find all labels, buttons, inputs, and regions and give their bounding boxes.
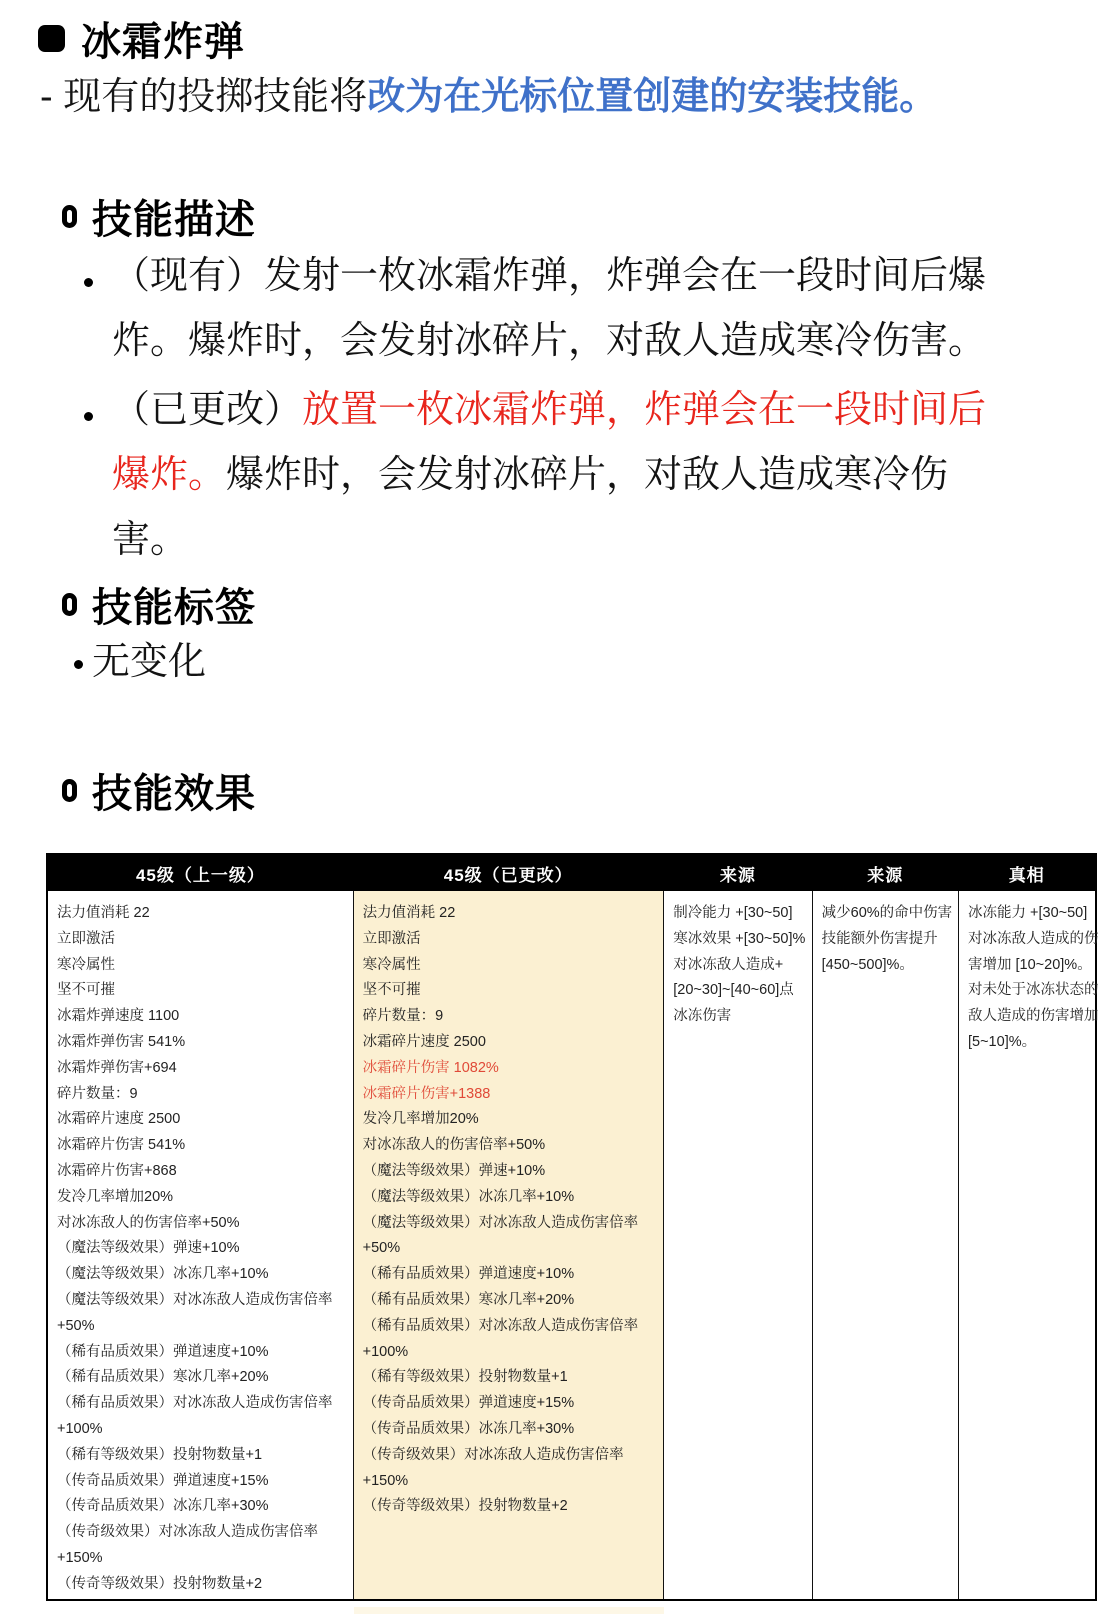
description-changed-prefix: （已更改） <box>112 389 303 431</box>
intro-line <box>40 72 1080 122</box>
stat-line: 对冰冻敌人造成+ <box>673 956 784 973</box>
table-header-truth: 真相 <box>1008 865 1045 885</box>
outline-square-icon <box>62 779 77 802</box>
column-source-a <box>663 891 811 1599</box>
stat-line: （稀有品质效果）弹道速度+10% <box>57 1343 269 1360</box>
stat-line: 冰霜炸弹伤害+694 <box>57 1059 177 1076</box>
column-source-b <box>812 891 958 1599</box>
stat-line: 对冰冻敌人的伤害倍率+50% <box>57 1214 240 1231</box>
table-body <box>48 891 1099 1599</box>
stat-line: 冰冻能力 +[30~50] <box>968 905 1088 921</box>
stat-line: 寒冷属性 <box>57 956 115 973</box>
stat-line: 立即激活 <box>57 930 115 947</box>
stat-line: 坚不可摧 <box>57 982 115 999</box>
column-changed <box>353 891 664 1599</box>
section-heading-description <box>62 188 256 245</box>
stat-line: 制冷能力 +[30~50] <box>673 905 793 921</box>
column-prev-level <box>48 891 353 1599</box>
section-title: 技能描述 <box>92 198 256 242</box>
stat-line: （传奇级效果）对冰冻敌人造成伤害倍率+150% <box>362 1446 624 1489</box>
stat-line: 对未处于冰冻状态的 <box>968 982 1099 999</box>
bullet-dot-icon <box>84 278 93 287</box>
stat-line: 法力值消耗 22 <box>57 905 150 921</box>
section-heading-tags <box>62 576 256 633</box>
stat-line: 冰霜碎片伤害 541% <box>57 1137 186 1154</box>
stat-line: 法力值消耗 22 <box>362 905 456 921</box>
bullet-dot-icon <box>84 412 93 421</box>
table-header-source-a: 来源 <box>719 865 756 885</box>
stat-line: 立即激活 <box>362 930 421 947</box>
stat-line: （魔法等级效果）对冰冻敌人造成伤害倍率+50% <box>362 1214 639 1257</box>
stat-line: （传奇级效果）对冰冻敌人造成伤害倍率+150% <box>57 1524 318 1566</box>
bullet-dot-icon <box>74 660 83 669</box>
description-current-text: （现有）发射一枚冰霜炸弹，炸弹会在一段时间后爆炸。爆炸时，会发射冰碎片，对敌人造成寒冷伤害。 <box>112 255 987 362</box>
page-title-text: 冰霜炸弹 <box>81 20 245 64</box>
stat-line: [5~10]%。 <box>968 1033 1037 1050</box>
stat-line: 冰冻伤害 <box>673 1008 732 1025</box>
stat-line: 碎片数量：9 <box>362 1008 444 1025</box>
stat-line: 害增加 [10~20]%。 <box>968 956 1092 973</box>
page-title <box>38 10 245 67</box>
stat-line: （传奇品质效果）冰冻几率+30% <box>362 1420 575 1437</box>
stat-line: 技能额外伤害提升 <box>821 930 938 947</box>
section-heading-effects <box>62 762 256 819</box>
stat-line: 发冷几率增加20% <box>362 1111 479 1128</box>
stat-line: 冰霜碎片伤害+868 <box>57 1162 177 1179</box>
filled-square-icon <box>38 25 65 52</box>
outline-square-icon <box>62 593 77 616</box>
stat-line: （稀有品质效果）对冰冻敌人造成伤害倍率+100% <box>57 1395 333 1437</box>
description-changed-bullet <box>112 378 1017 573</box>
stat-line: （传奇等级效果）投射物数量+2 <box>57 1575 263 1592</box>
section-title: 技能效果 <box>92 772 256 816</box>
stat-line: 发冷几率增加20% <box>57 1188 174 1205</box>
section-title: 技能标签 <box>92 586 256 630</box>
description-changed-red-text: 放置一枚冰霜炸弹，炸弹会在一段时间后爆炸。 <box>112 389 987 496</box>
stat-line: 减少60%的命中伤害 <box>821 905 953 921</box>
stat-line: 寒冰效果 +[30~50]% <box>673 930 806 947</box>
stat-line: （稀有品质效果）弹道速度+10% <box>362 1266 575 1283</box>
table-header-source-b: 来源 <box>867 865 904 885</box>
outline-square-icon <box>62 205 77 228</box>
stat-line: 寒冷属性 <box>362 956 421 973</box>
stat-line: （魔法等级效果）弹速+10% <box>57 1240 240 1257</box>
column-truth <box>958 891 1099 1599</box>
stat-line: 冰霜碎片速度 2500 <box>57 1111 181 1128</box>
stat-line: （魔法等级效果）冰冻几率+10% <box>362 1188 575 1205</box>
stat-line: （稀有品质效果）寒冰几率+20% <box>362 1291 575 1308</box>
stat-line: 敌人造成的伤害增加 <box>968 1008 1099 1025</box>
stat-line: 坚不可摧 <box>362 982 421 999</box>
stat-line: 冰霜炸弹伤害 541% <box>57 1033 186 1050</box>
stat-line: [450~500]%。 <box>821 956 914 973</box>
stat-line: （传奇品质效果）弹道速度+15% <box>362 1395 575 1412</box>
stat-line: （传奇品质效果）弹道速度+15% <box>57 1472 269 1489</box>
stat-line: （稀有品质效果）寒冰几率+20% <box>57 1369 269 1386</box>
stat-line: 对冰冻敌人造成的伤 <box>968 930 1099 947</box>
tags-no-change-bullet: 无变化 <box>92 641 207 683</box>
description-current-bullet <box>112 244 1017 374</box>
table-header-changed: 45级（已更改） <box>443 865 573 885</box>
stat-line: 冰霜碎片伤害 1082% <box>362 1059 499 1076</box>
stat-line: 冰霜炸弹速度 1100 <box>57 1008 180 1025</box>
table-header-row <box>48 855 1095 891</box>
stat-line: （传奇等级效果）投射物数量+2 <box>362 1498 568 1515</box>
stat-line: 对冰冻敌人的伤害倍率+50% <box>362 1137 546 1154</box>
stat-line: （魔法等级效果）弹速+10% <box>362 1162 546 1179</box>
intro-prefix: - 现有的投掷技能将 <box>40 76 368 118</box>
stat-line: （魔法等级效果）对冰冻敌人造成伤害倍率+50% <box>57 1291 333 1334</box>
stat-line: （传奇品质效果）冰冻几率+30% <box>57 1498 269 1515</box>
intro-highlight: 改为在光标位置创建的安装技能。 <box>367 76 938 118</box>
stat-line: （魔法等级效果）冰冻几率+10% <box>57 1266 269 1283</box>
skill-effects-table <box>46 853 1097 1601</box>
table-next-row-peek <box>354 1607 664 1614</box>
stat-line: （稀有品质效果）对冰冻敌人造成伤害倍率+100% <box>362 1317 639 1360</box>
stat-line: （稀有等级效果）投射物数量+1 <box>362 1369 568 1386</box>
description-changed-suffix: 爆炸时，会发射冰碎片，对敌人造成寒冷伤害。 <box>112 454 949 561</box>
stat-line: （稀有等级效果）投射物数量+1 <box>57 1446 263 1463</box>
stat-line: 冰霜碎片伤害+1388 <box>362 1085 491 1102</box>
stat-line: [20~30]~[40~60]点 <box>673 982 794 999</box>
stat-line: 冰霜碎片速度 2500 <box>362 1033 486 1050</box>
stat-line: 碎片数量：9 <box>57 1085 138 1102</box>
table-header-prev-level: 45级（上一级） <box>135 865 265 885</box>
